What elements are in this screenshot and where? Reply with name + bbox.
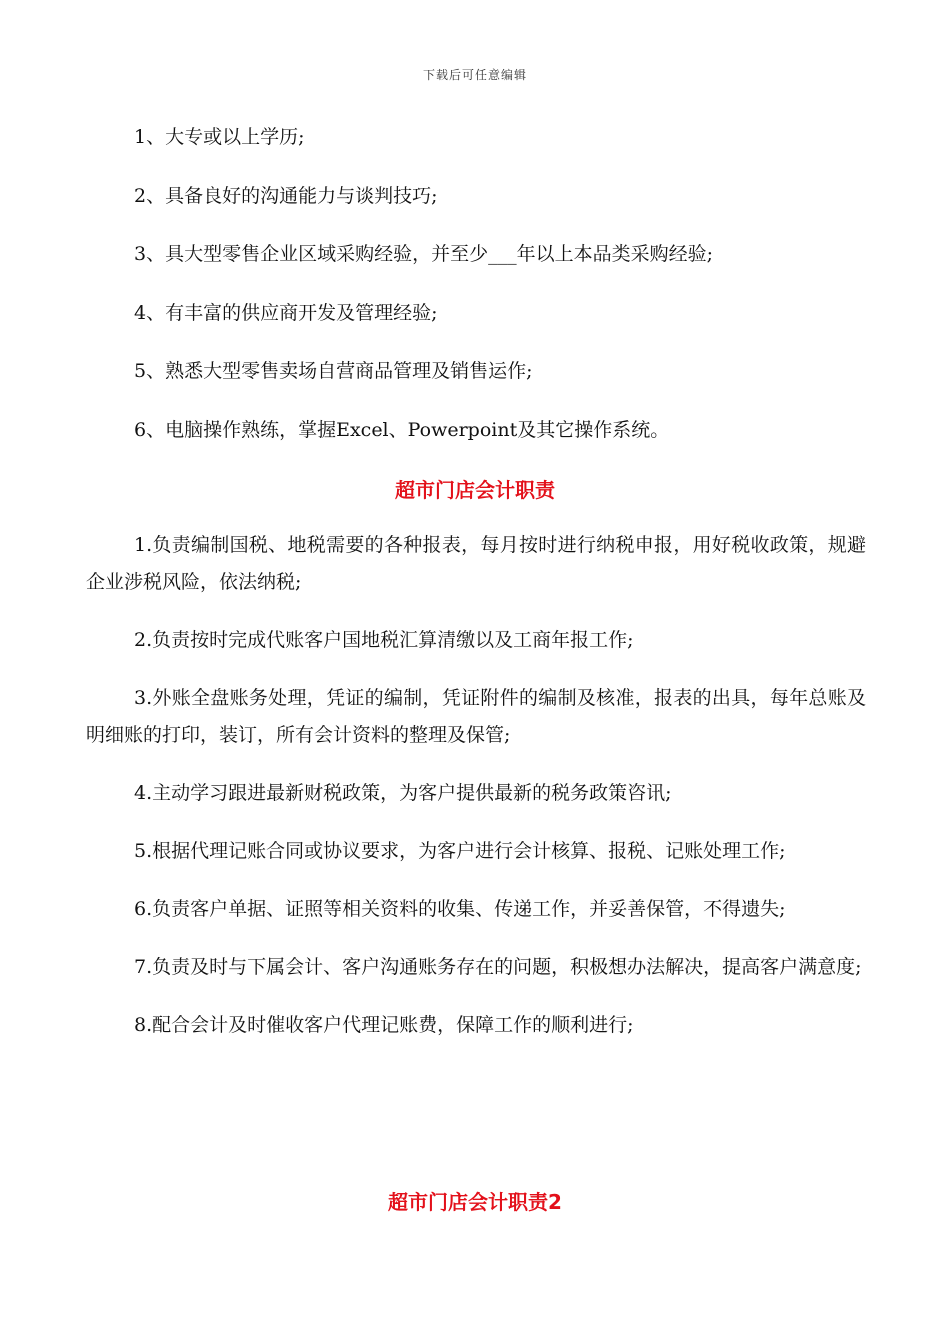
duty-item: 8.配合会计及时催收客户代理记账费，保障工作的顺利进行;: [134, 1014, 634, 1036]
duty-item: 6.负责客户单据、证照等相关资料的收集、传递工作，并妥善保管，不得遗失;: [134, 898, 786, 920]
duty-item: 5.根据代理记账合同或协议要求，为客户进行会计核算、报税、记账处理工作;: [134, 840, 786, 862]
duties-list: [86, 527, 866, 1065]
requirements-list: [134, 122, 894, 473]
requirement-item: 3、具大型零售企业区域采购经验，并至少___年以上本品类采购经验;: [134, 243, 713, 265]
duty-item: 7.负责及时与下属会计、客户沟通账务存在的问题，积极想办法解决，提高客户满意度;: [134, 956, 862, 978]
requirement-item: 6、电脑操作熟练，掌握Excel、Powerpoint及其它操作系统。: [134, 418, 670, 441]
requirement-item: 5、熟悉大型零售卖场自营商品管理及销售运作;: [134, 360, 533, 382]
header-note: 下载后可任意编辑: [422, 68, 527, 82]
duty-item: 3.外账全盘账务处理，凭证的编制，凭证附件的编制及核准，报表的出具，每年总账及明细账的打印，装订，所有会计资料的整理及保管;: [86, 687, 866, 746]
requirement-item: 4、有丰富的供应商开发及管理经验;: [134, 301, 438, 324]
section-title: 超市门店会计职责: [395, 478, 555, 502]
requirement-item: 1、大专或以上学历;: [134, 126, 305, 148]
duty-item: 2.负责按时完成代账客户国地税汇算清缴以及工商年报工作;: [134, 629, 634, 651]
duty-item: 1.负责编制国税、地税需要的各种报表，每月按时进行纳税申报，用好税收政策，规避企业涉税风险，依法纳税;: [86, 534, 866, 593]
requirement-item: 2、具备良好的沟通能力与谈判技巧;: [134, 184, 438, 207]
duty-item: 4.主动学习跟进最新财税政策，为客户提供最新的税务政策咨讯;: [134, 782, 672, 804]
section-title-2: 超市门店会计职责2: [388, 1190, 562, 1214]
